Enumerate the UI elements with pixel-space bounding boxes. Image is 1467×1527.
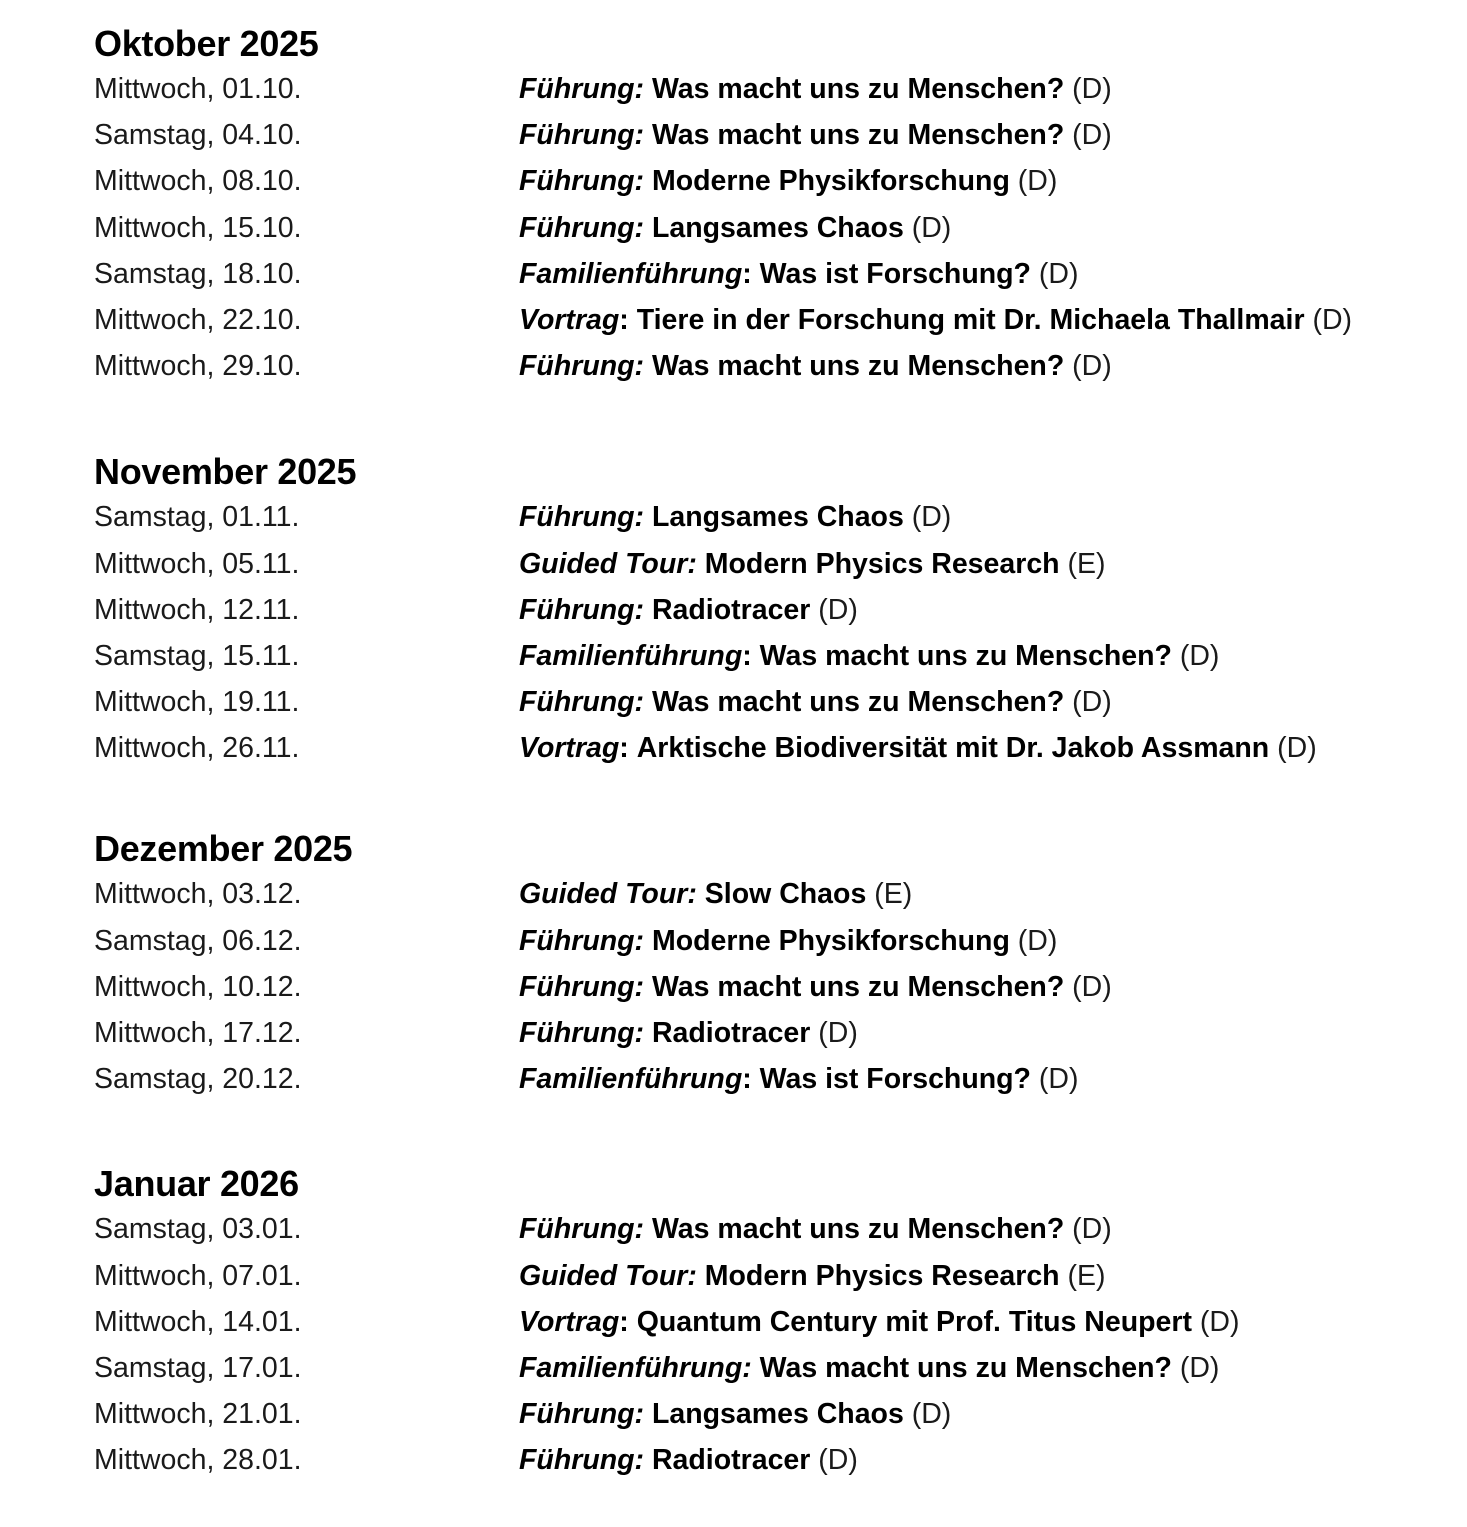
event-row <box>94 587 1454 633</box>
event-language: (D) <box>1017 924 1058 957</box>
event-date: Mittwoch, 12.11. <box>94 593 300 626</box>
event-row <box>94 964 1454 1010</box>
event-row <box>94 343 1454 389</box>
event-description <box>519 725 1454 771</box>
event-row <box>94 633 1454 679</box>
event-description <box>519 1391 1454 1437</box>
event-date: Samstag, 03.01. <box>94 1213 302 1246</box>
event-title: Was macht uns zu Menschen? <box>651 119 1065 152</box>
event-language: (D) <box>1017 165 1058 198</box>
event-date: Mittwoch, 29.10. <box>94 350 302 383</box>
event-description <box>519 1206 1454 1252</box>
event-type: Führung: <box>519 1017 645 1049</box>
event-title: Was macht uns zu Menschen? <box>651 350 1065 383</box>
event-description <box>519 343 1454 389</box>
event-description <box>519 1056 1454 1102</box>
event-row <box>94 1391 1454 1437</box>
event-date: Samstag, 01.11. <box>94 501 300 534</box>
event-date: Samstag, 20.12. <box>94 1063 302 1096</box>
event-date: Mittwoch, 10.12. <box>94 970 302 1003</box>
event-type: Führung: <box>519 73 645 105</box>
event-type: Führung: <box>519 924 645 957</box>
event-language: (D) <box>1038 257 1079 290</box>
event-type: Familienführung <box>519 639 743 672</box>
event-language: (D) <box>911 211 952 244</box>
event-language: (D) <box>1179 639 1220 672</box>
event-type-separator: : <box>619 732 629 765</box>
event-type: Führung: <box>519 501 645 534</box>
event-type-separator: : <box>742 1063 752 1096</box>
event-description <box>519 251 1454 297</box>
event-row <box>94 679 1454 725</box>
event-language: (D) <box>1038 1063 1079 1096</box>
event-list <box>94 871 1454 1102</box>
event-row <box>94 1437 1454 1483</box>
event-type: Führung: <box>519 970 645 1003</box>
event-title: Moderne Physikforschung <box>651 165 1010 198</box>
event-type: Familienführung <box>519 257 743 290</box>
event-title: Was macht uns zu Menschen? <box>651 970 1065 1003</box>
event-title: Was macht uns zu Menschen? <box>651 1213 1065 1246</box>
event-language: (D) <box>1312 303 1353 336</box>
event-description <box>519 1010 1454 1056</box>
month-heading: November 2025 <box>94 451 357 493</box>
event-type: Guided Tour: <box>519 878 697 911</box>
event-language: (D) <box>1199 1305 1240 1338</box>
event-row <box>94 1206 1454 1252</box>
event-date: Samstag, 06.12. <box>94 924 302 957</box>
event-row <box>94 1299 1454 1345</box>
event-type: Führung: <box>519 211 645 244</box>
event-type-separator: : <box>619 1305 629 1338</box>
event-date: Mittwoch, 15.10. <box>94 211 302 244</box>
event-title: Radiotracer <box>651 1444 811 1477</box>
event-date: Samstag, 17.01. <box>94 1351 302 1384</box>
event-language: (D) <box>1277 732 1317 765</box>
event-description <box>519 494 1454 540</box>
event-description <box>519 1437 1454 1483</box>
event-description <box>519 918 1454 964</box>
month-heading: Januar 2026 <box>94 1163 299 1205</box>
event-list <box>94 66 1454 389</box>
event-language: (D) <box>911 1398 952 1431</box>
event-language: (D) <box>1072 970 1112 1003</box>
event-type-separator: : <box>742 257 752 290</box>
event-date: Mittwoch, 28.01. <box>94 1444 302 1477</box>
event-type: Führung: <box>519 1213 645 1246</box>
event-row <box>94 1345 1454 1391</box>
event-description <box>519 66 1454 112</box>
event-title: Radiotracer <box>651 593 811 626</box>
event-description <box>519 112 1454 158</box>
event-title: Was ist Forschung? <box>759 1063 1031 1096</box>
event-row <box>94 66 1454 112</box>
event-date: Mittwoch, 14.01. <box>94 1305 302 1338</box>
event-date: Mittwoch, 03.12. <box>94 878 302 911</box>
event-type: Führung: <box>519 1444 645 1477</box>
event-list <box>94 1206 1454 1483</box>
event-title: Was ist Forschung? <box>759 257 1031 290</box>
event-date: Samstag, 04.10. <box>94 119 302 152</box>
event-list <box>94 494 1454 771</box>
event-title: Slow Chaos <box>704 878 867 911</box>
event-date: Mittwoch, 22.10. <box>94 303 302 336</box>
event-date: Mittwoch, 17.12. <box>94 1017 302 1049</box>
month-section <box>94 22 1454 389</box>
event-type-separator: : <box>619 303 629 336</box>
event-row <box>94 1253 1454 1299</box>
event-row <box>94 112 1454 158</box>
month-heading: Dezember 2025 <box>94 828 353 870</box>
event-description <box>519 1345 1454 1391</box>
event-title: Langsames Chaos <box>651 501 904 534</box>
event-type: Familienführung <box>519 1063 743 1096</box>
event-row <box>94 725 1454 771</box>
event-type: Führung: <box>519 165 645 198</box>
event-language: (D) <box>818 1017 858 1049</box>
event-row <box>94 251 1454 297</box>
event-title: Was macht uns zu Menschen? <box>651 73 1065 105</box>
event-row <box>94 1056 1454 1102</box>
month-heading: Oktober 2025 <box>94 23 319 64</box>
month-section <box>94 827 1454 1102</box>
event-type: Vortrag <box>519 303 620 336</box>
month-section <box>94 450 1454 771</box>
event-title: Tiere in der Forschung mit Dr. Michaela Thallmair <box>636 303 1305 336</box>
event-type: Guided Tour: <box>519 1259 697 1292</box>
event-row <box>94 1010 1454 1056</box>
event-title: Radiotracer <box>651 1017 811 1049</box>
event-type: Führung: <box>519 350 645 383</box>
event-title: Modern Physics Research <box>704 1259 1060 1292</box>
event-row <box>94 158 1454 204</box>
event-date: Mittwoch, 07.01. <box>94 1259 302 1292</box>
event-title: Was macht uns zu Menschen? <box>651 686 1065 719</box>
event-language: (E) <box>1067 547 1106 580</box>
event-language: (D) <box>1072 686 1112 719</box>
event-description <box>519 1299 1454 1345</box>
event-type: Führung: <box>519 593 645 626</box>
event-description <box>519 1253 1454 1299</box>
event-row <box>94 205 1454 251</box>
event-type: Führung: <box>519 1398 645 1431</box>
event-description <box>519 158 1454 204</box>
event-title: Langsames Chaos <box>651 211 904 244</box>
event-title: Was macht uns zu Menschen? <box>759 639 1172 672</box>
event-title: Langsames Chaos <box>651 1398 904 1431</box>
event-row <box>94 871 1454 917</box>
event-schedule <box>94 0 1454 1484</box>
event-date: Mittwoch, 21.01. <box>94 1398 302 1431</box>
event-type: Guided Tour: <box>519 547 697 580</box>
event-description <box>519 297 1454 343</box>
event-title: Was macht uns zu Menschen? <box>759 1351 1172 1384</box>
event-language: (D) <box>1179 1351 1220 1384</box>
event-title: Moderne Physikforschung <box>651 924 1010 957</box>
event-type: Vortrag <box>519 732 620 765</box>
event-type: Führung: <box>519 119 645 152</box>
event-type-separator: : <box>742 639 752 672</box>
event-language: (D) <box>1072 73 1112 105</box>
event-date: Mittwoch, 19.11. <box>94 686 300 719</box>
event-type: Vortrag <box>519 1305 620 1338</box>
event-description <box>519 587 1454 633</box>
event-row <box>94 541 1454 587</box>
event-row <box>94 297 1454 343</box>
event-type: Familienführung: <box>519 1351 752 1384</box>
event-description <box>519 205 1454 251</box>
event-date: Mittwoch, 01.10. <box>94 73 302 105</box>
event-description <box>519 964 1454 1010</box>
month-section <box>94 1162 1454 1483</box>
event-language: (D) <box>818 593 858 626</box>
event-description <box>519 633 1454 679</box>
event-date: Samstag, 18.10. <box>94 257 302 290</box>
event-language: (D) <box>1072 1213 1112 1246</box>
event-description <box>519 871 1454 917</box>
event-date: Samstag, 15.11. <box>94 639 300 672</box>
event-description <box>519 679 1454 725</box>
event-language: (E) <box>874 878 913 911</box>
event-description <box>519 541 1454 587</box>
event-row <box>94 918 1454 964</box>
event-language: (D) <box>818 1444 858 1477</box>
event-row <box>94 494 1454 540</box>
event-language: (E) <box>1067 1259 1106 1292</box>
event-language: (D) <box>1072 350 1112 383</box>
event-date: Mittwoch, 05.11. <box>94 547 300 580</box>
event-type: Führung: <box>519 686 645 719</box>
event-date: Mittwoch, 26.11. <box>94 732 300 765</box>
event-title: Arktische Biodiversität mit Dr. Jakob Assmann <box>636 732 1270 765</box>
event-language: (D) <box>911 501 952 534</box>
event-title: Modern Physics Research <box>704 547 1060 580</box>
event-date: Mittwoch, 08.10. <box>94 165 302 198</box>
event-title: Quantum Century mit Prof. Titus Neupert <box>636 1305 1192 1338</box>
event-language: (D) <box>1072 119 1112 152</box>
